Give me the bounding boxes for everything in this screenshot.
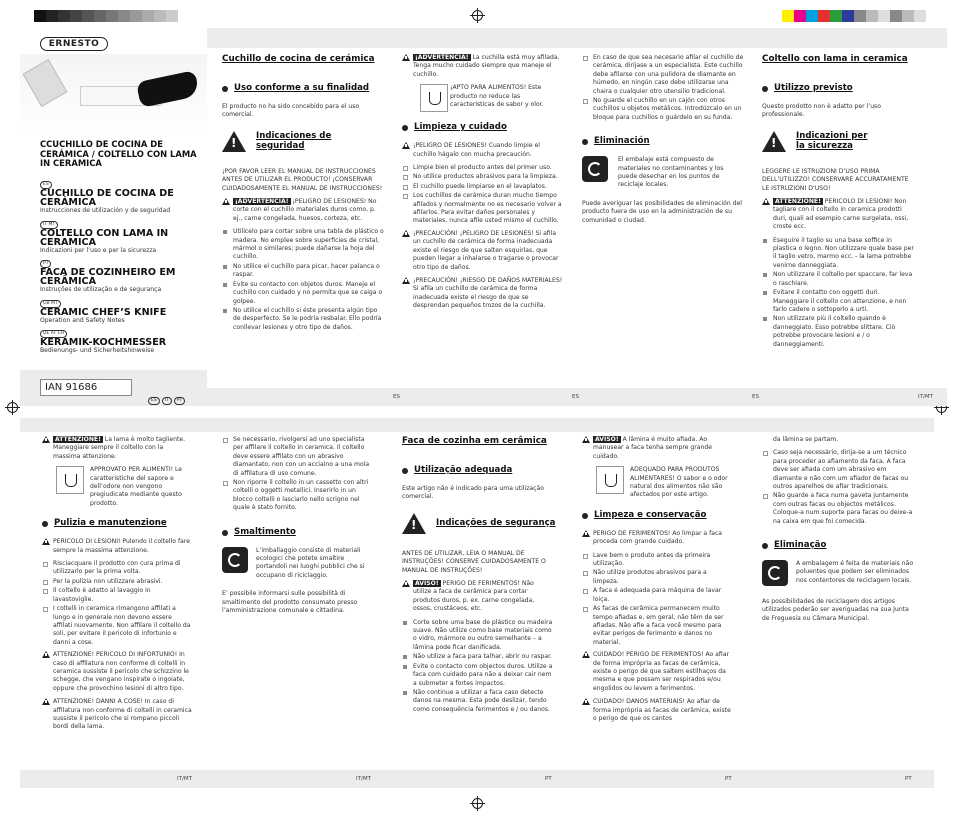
list-item: Risciacquare il prodotto con cura prima di utilizzarlo per la prima volta. — [42, 560, 192, 577]
lang-badge: PT — [174, 397, 185, 405]
list-item: I coltelli in ceramica rimangono affilati a lungo e in generale non devono essere affilati nuovamente. Non affilare il coltello da soli, per evitare il pericolo di infortunio e danni a cose. — [42, 605, 192, 647]
paragraph: El producto no ha sido concebido para el uso comercial. — [222, 103, 360, 119]
list-item: Per la pulizia non utilizzare abrasivi. — [42, 578, 192, 586]
list-item: En caso de que sea necesario afilar el cuchillo de cerámica, diríjase a un especialista. Este cuchillo debe afilarse con una pulidora de diamante en húmedo, en ningún caso debe utilizarse una chaira o cualquier otro utensilio tradicional. — [582, 54, 744, 96]
warning-item: ¡ADVERTENCIA! La cuchilla está muy afilada. Tenga mucho cuidado siempre que maneje el cuchillo. — [402, 54, 564, 79]
lang-title: KERAMIK-KOCHMESSER — [40, 337, 167, 348]
warning-icon — [762, 198, 770, 205]
list-item: Evite su contacto con objetos duros. Maneje el cuchillo con cuidado y no permita que se caiga o golpee. — [222, 281, 384, 306]
warning-icon — [42, 651, 50, 658]
list-item: Il coltello è adatto al lavaggio in lavastoviglie. — [42, 587, 192, 604]
page-number: IT/MT — [356, 776, 371, 782]
column-it-1 — [762, 54, 914, 350]
column-es-2 — [402, 54, 564, 316]
warning-item: CUIDADO! PERIGO DE FERIMENTOS! Ao afiar de forma imprópria as facas de cerâmica, existe o perigo de que saltem estilhaços da mesma e que possam ser respirados e/ou engolidos ou levem a ferimentos. — [582, 651, 734, 693]
list-item: Limpie bien el producto antes del primer uso. — [402, 164, 564, 172]
header-band-bottom — [20, 418, 934, 432]
lang-sub: Indicazioni per l’uso e per la sicurezza — [40, 246, 157, 254]
list-item: No utilice el cuchillo para picar, hacer palanca o raspar. — [222, 263, 384, 280]
warning-icon — [582, 698, 590, 705]
ian-number: IAN 91686 — [40, 379, 132, 396]
paragraph: ¡POR FAVOR LEER EL MANUAL DE INSTRUCCIONES ANTES DE UTILIZAR EL PRODUCTO! ¡CONSERVAR CUIDADOSAMENTE EL MANUAL DE INSTRUCCIONES! — [222, 167, 383, 192]
registration-mark-icon — [7, 402, 18, 413]
warning-item: ATTENZIONE! PERICOLO DI LESIONI! Non tagliare con il coltello in ceramica prodotti duri, quali ad esempio carne surgelata, ossi, croste ecc. — [762, 198, 914, 232]
section-title: Coltello con lama in ceramica — [762, 54, 908, 64]
warning-item: PERIGO DE FERIMENTOS! Ao limpar a faca proceda com grande cuidado. — [582, 530, 734, 547]
paragraph: Questo prodotto non è adatto per l’uso professionale. — [762, 103, 881, 119]
lang-item — [40, 299, 210, 325]
lang-title: CUCHILLO DE COCINA DE CERÁMICA — [40, 188, 174, 208]
warning-icon — [42, 538, 50, 545]
section-heading: Pulizia e manutenzione — [42, 518, 192, 529]
paragraph: As possibilidades de reciclagem dos artigos utilizados poderão ser averiguadas na sua Junta de Freguesia ou Câmara Municipal. — [762, 598, 909, 622]
section-title: Cuchillo de cocina de cerámica — [222, 54, 375, 64]
warning-icon — [42, 436, 50, 443]
section-heading: Smaltimento — [222, 527, 372, 538]
list-item: Utilícelo para cortar sobre una tabla de plástico o madera. No emplee sobre superficies de cristal, mármol o similares; puede dañarse la hoja del cuchillo. — [222, 228, 384, 262]
list-item: Lave bem o produto antes da primeira utilização. — [582, 552, 734, 569]
warning-icon — [222, 131, 246, 152]
warning-tag: ATTENZIONE! — [55, 436, 101, 443]
warning-icon — [402, 513, 426, 534]
food-safe-icon — [56, 466, 84, 494]
lang-badge: GB MT — [40, 300, 61, 308]
food-safe-icon — [420, 84, 448, 112]
warning-tag: ¡ADVERTENCIA! — [415, 54, 469, 61]
cover-title: CCUCHILLO DE COCINA DE CERÁMICA / COLTELLO CON LAMA IN CERAMICA — [40, 139, 197, 169]
list-item: Não guarde a faca numa gaveta juntamente com outras facas ou objectos metálicos. Coloque-a num suporte para facas ou deixe-a na caixa em que foi comecida. — [762, 492, 914, 526]
list-item: As facas de cerâmica permanecem muito tempo afiadas e, em geral, não têm de ser afiadas. Não afie a faca você mesmo para evitar perigos de ferimento e danos no material. — [582, 605, 734, 647]
warning-tag: AVISO! — [415, 580, 439, 588]
warning-icon — [402, 142, 410, 149]
warning-item: ¡PRECAUCIÓN! ¡PELIGRO DE LESIONES! Si afila un cuchillo de cerámica de forma inadecuada existe el riesgo de que salten esquirlas, que pueden llegar a inhalarse o tragarse o provocar otro tipo de daños. — [402, 230, 564, 272]
warning-icon — [582, 436, 590, 443]
lang-item — [40, 180, 210, 215]
footer-band-bottom — [20, 770, 934, 788]
list-item: Eseguire il taglio su una base soffice in plastica o legno. Non utilizzare quale base per il taglio vetro, marmo ecc. - la lama potrebbe venirne danneggiata. — [762, 237, 914, 271]
column-es-1 — [222, 54, 384, 333]
food-safe-note: ¡APTO PARA ALIMENTOS! Este producto no reduce las características de sabor y olor. — [402, 84, 564, 112]
disposal-note: L’imballaggio consiste di materiali ecologici che potete smaltire portandoli nei luoghi pubblici che si occupano di riciclaggio. — [222, 547, 372, 581]
list-item: Corte sobre uma base de plástico ou madeira suave. Não utilize como base materiais como o vidro, mármore ou outro semelhante – a lâmina pode ficar danificada. — [402, 619, 554, 653]
warning-item: PERICOLO DI LESIONI! Pulendo il coltello fare sempre la massima attenzione. — [42, 538, 192, 555]
recycling-icon — [762, 560, 788, 586]
column-it-2 — [42, 436, 192, 737]
safety-heading: ! Indicaciones de seguridad — [222, 125, 384, 159]
page-number: ES — [393, 394, 400, 400]
section-heading: Eliminação — [762, 540, 914, 551]
ian-box — [20, 370, 207, 406]
lang-badge: ES — [148, 397, 160, 405]
lang-item — [40, 329, 210, 355]
section-title: Faca de cozinha em cerâmica — [402, 436, 547, 446]
lang-item — [40, 259, 210, 294]
warning-icon — [402, 54, 410, 61]
list-item: Não utilize a faca para talhar, abrir ou raspar. — [402, 653, 554, 661]
warning-item: AVISO! PERIGO DE FERIMENTOS! Não utilize a faca de cerâmica para cortar produtos duros, p. ex. carne congelada, ossos, crustáceos, etc. — [402, 580, 554, 614]
lang-title: CERAMIC CHEF’S KNIFE — [40, 306, 167, 318]
warning-icon — [762, 131, 786, 152]
food-safe-icon — [596, 466, 624, 494]
page-number: IT/MT — [177, 776, 192, 782]
warning-icon — [402, 230, 410, 237]
recycling-icon — [222, 547, 248, 573]
lang-sub: Bedienungs- und Sicherheitshinweise — [40, 347, 155, 354]
list-item: Non utilizzare più il coltello quando è danneggiato. Esso potrebbe slittare. Ciò potrebbe provocare lesioni e / o danneggiamenti. — [762, 315, 914, 349]
food-safe-note: ADEQUADO PARA PRODUTOS ALIMENTARES! O sabor e o odor natural dos alimentos não são afectados por este artigo. — [582, 466, 734, 500]
warning-item: ATTENZIONE! La lama è molto tagliente. Maneggiare sempre il coltello con la massima attenzione. — [42, 436, 192, 461]
section-heading: Limpieza y cuidado — [402, 122, 564, 133]
page-number: ES — [572, 394, 579, 400]
warning-icon — [402, 580, 410, 587]
lang-sub: Instruções de utilização e de segurança — [40, 286, 162, 293]
food-safe-note: APPROVATO PER ALIMENTI! Le caratteristiche del sapore e dell’odore non vengono pregiudicate mediante questo prodotto. — [42, 466, 192, 508]
section-heading: Eliminación — [582, 136, 744, 147]
column-pt-2 — [582, 436, 734, 728]
lang-badge: IT — [162, 397, 172, 405]
warning-item: ¡PELIGRO DE LESIONES! Cuando limpie el cuchillo hágalo con mucha precaución. — [402, 142, 564, 159]
warning-item: ATTENZIONE! DANNI A COSE! In caso di affilatura non conforme di coltelli in ceramica sussiste il pericolo che si rompano piccoli bordi della lama. — [42, 698, 192, 732]
page-number: PT — [545, 776, 552, 782]
warning-item: ¡ADVERTENCIA! ¡PELIGRO DE LESIONES! No corte con el cuchillo materiales duros como, p. ej., carne congelada, huesos, corteza, etc. — [222, 198, 384, 223]
column-pt-3 — [762, 436, 914, 628]
paragraph: Este artigo não é indicado para uma utilização comercial. — [402, 485, 544, 501]
list-item: No guarde el cuchillo en un cajón con otros cuchillos u objetos metálicos. Introdúzcalo en un bloque para cuchillos o guárdelo en su funda. — [582, 97, 744, 122]
warning-icon — [222, 198, 230, 205]
product-image — [20, 54, 207, 132]
paragraph: da lâmina se partam. — [773, 436, 839, 443]
warning-icon — [402, 277, 410, 284]
list-item: Evite o contacto com objectos duros. Utilize a faca com cuidado para não a deixar cair nem a submeter a fortes impactos. — [402, 663, 554, 688]
safety-heading: ! Indicazioni per la sicurezza — [762, 125, 914, 159]
warning-item: AVISO! A lâmina é muito afiada. Ao manusear a faca tenha sempre grande cuidado. — [582, 436, 734, 461]
recycling-icon — [582, 156, 608, 182]
warning-item: ¡PRECAUCIÓN! ¡RIESGO DE DAÑOS MATERIALES! Si afila un cuchillo de cerámica de forma inadecuada existe el riesgo de que se desprendan pequeños trozos de la cuchilla. — [402, 277, 564, 311]
list-item: Evitare il contatto con oggetti duri. Maneggiare il coltello con attenzione, e non farlo cadere o sottoporlo a urti. — [762, 289, 914, 314]
page-number: IT/MT — [918, 394, 933, 400]
disposal-note: A embalagem é feita de materiais não poluentes que podem ser eliminados nos contentores de reciclagem locais. — [762, 560, 914, 588]
warning-tag: ¡ADVERTENCIA! — [235, 198, 289, 206]
warning-tag: ATTENZIONE! — [775, 198, 821, 206]
section-heading: Uso conforme a su finalidad — [222, 83, 384, 94]
safety-heading: ! Indicações de segurança — [402, 507, 554, 541]
warning-icon — [582, 530, 590, 537]
section-heading: Utilizzo previsto — [762, 83, 914, 94]
lang-badge: PT — [40, 260, 51, 268]
list-item: Non riporre il coltello in un cassetto con altri coltelli o oggetti metallici. Inserirlo in un blocco coltelli o lasciarlo nello scrigno nel quale è stato fornito. — [222, 479, 372, 513]
lang-item — [40, 220, 210, 255]
list-item: Caso seja necessário, dirija-se a um técnico para proceder ao afiamento da faca. A faca deve ser afiada com um abrasivo em diamante e não com um afiador de facas ou outros aparelhos de afiar tradicionais. — [762, 449, 914, 491]
lang-sub: Operation and Safety Notes — [40, 316, 125, 324]
warning-item: ATTENZIONE! PERICOLO DI INFORTUNIO! In caso di affilatura non conforme di coltelli in ceramica sussiste il pericolo che schizzino le schegge, che vengano inspirate o ingoiate, oppure che provochino lesioni di altro tipo. — [42, 651, 192, 693]
list-item: El cuchillo puede limpiarse en el lavaplatos. — [402, 183, 564, 191]
disposal-note: El embalaje está compuesto de materiales no contaminantes y los puede desechar en los puntos de reciclaje locales. — [582, 156, 744, 190]
column-es-3 — [582, 54, 744, 230]
lang-title: COLTELLO CON LAMA IN CERAMICA — [40, 227, 169, 248]
paragraph: E’ possibile informarsi sulle possibilità di smaltimento del prodotto consumato presso l’amministrazione comunale e cittadina. — [222, 590, 358, 615]
warning-tag: AVISO! — [595, 436, 619, 443]
lang-title: FACA DE COZINHEIRO EM CERÂMICA — [40, 267, 176, 287]
lang-badge: IT MT — [40, 221, 58, 229]
list-item: Non utilizzare il coltello per spaccare, far leva o raschiare. — [762, 271, 914, 288]
lang-badge: ES — [40, 181, 52, 189]
warning-item: CUIDADO! DANOS MATERIAIS! Ao afiar de forma imprópria as facas de cerâmica, existe o perigo de que os cantos — [582, 698, 734, 723]
list-item: No utilice el cuchillo si éste presenta algún tipo de desperfecto. Se le podría resbalar. Ello podría conllevar lesiones y otro tipo de daños. — [222, 307, 384, 332]
lang-badge: DE AT CH — [40, 330, 67, 338]
list-item: Não continue a utilizar a faca caso detecte danos na mesma. Esta pode deslizar, tendo como consequência ferimentos e / ou danos. — [402, 689, 554, 714]
page-number: ES — [752, 394, 759, 400]
paragraph: ANTES DE UTILIZAR, LEIA O MANUAL DE INSTRUÇÕES! CONSERVE CUIDADOSAMENTE O MANUAL DE INSTRUÇÕES! — [402, 549, 546, 574]
list-item: No utilice productos abrasivos para la limpieza. — [402, 173, 564, 181]
list-item: Se necessario, rivolgersi ad uno specialista per affilare il coltello in ceramica. Il coltello deve essere affilato con un abrasivo diamantato, non con un acciaino a una mola di affilatura di uso comune. — [222, 436, 372, 478]
paragraph: LEGGERE LE ISTRUZIONI D’USO PRIMA DELL’UTILIZZO! CONSERVARE ACCURATAMENTE LE ISTRUZIONI D’USO! — [762, 167, 909, 192]
page-number: PT — [725, 776, 732, 782]
section-heading: Utilização adequada — [402, 465, 554, 476]
color-calibration-strip — [782, 10, 926, 22]
grey-calibration-strip — [34, 10, 178, 22]
brand-logo: ERNESTO — [40, 37, 108, 51]
column-pt-1 — [402, 436, 554, 715]
warning-icon — [42, 698, 50, 705]
warning-icon — [582, 651, 590, 658]
registration-mark-icon — [472, 798, 483, 809]
language-list — [40, 180, 210, 355]
page-number: PT — [905, 776, 912, 782]
lang-sub: Instrucciones de utilización y de seguridad — [40, 207, 171, 214]
list-item: Los cuchillos de cerámica duran mucho tiempo afilados y normalmente no es necesario volver a afilarlos. Para evitar daños personales y materiales, nunca afile usted mismo el cuchillo. — [402, 192, 564, 226]
list-item: Não utilize produtos abrasivos para a limpeza. — [582, 569, 734, 586]
list-item: A faca é adequada para máquina de lavar loiça. — [582, 587, 734, 604]
column-it-3 — [222, 436, 372, 621]
registration-mark-icon — [472, 10, 483, 21]
section-heading: Limpeza e conservação — [582, 510, 734, 521]
header-band — [207, 28, 947, 48]
paragraph: Puede averiguar las posibilidades de eliminación del producto fuera de uso en la administración de su comunidad o ciudad. — [582, 199, 743, 224]
